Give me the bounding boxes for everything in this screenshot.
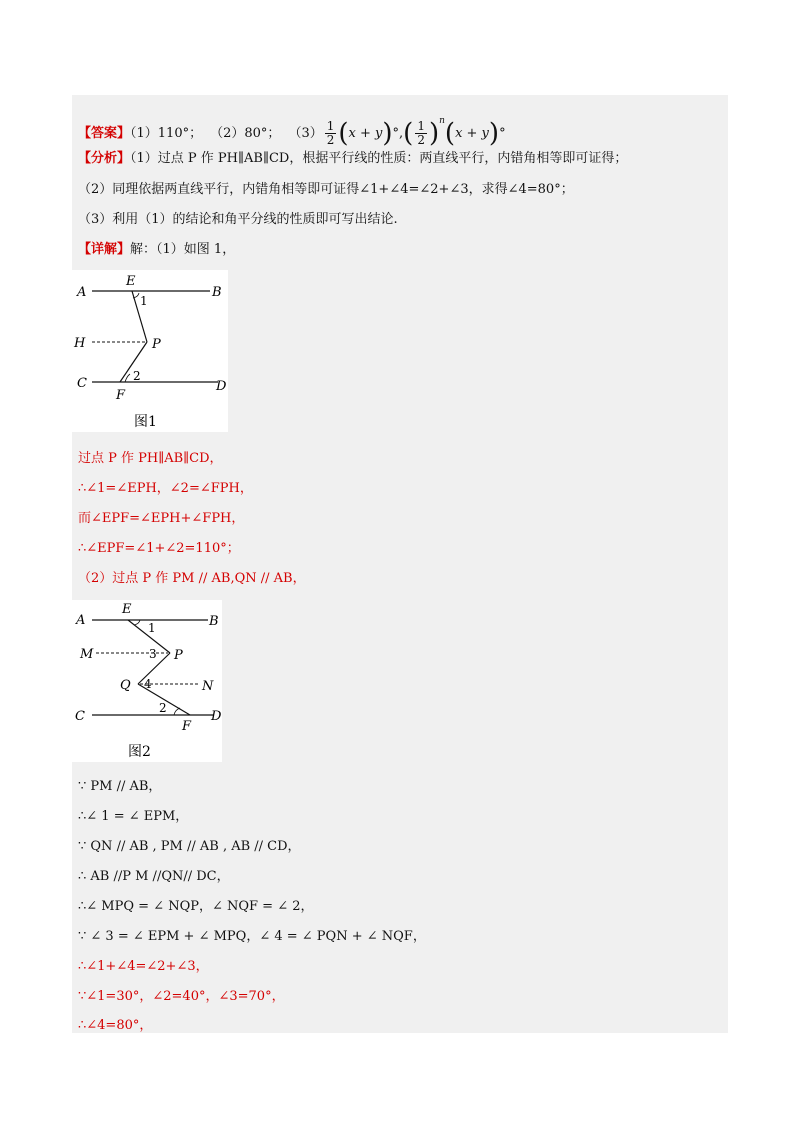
step-2-3: ∵ QN // AB , PM // AB , AB // CD，	[78, 839, 301, 854]
step-1-3: 而∠EPF=∠EPH+∠FPH，	[78, 511, 245, 526]
label-f: F	[182, 719, 192, 734]
content-panel	[72, 95, 728, 1033]
figure-1-caption: 图1	[134, 414, 157, 430]
step-2-9: ∴∠4=80°，	[78, 1018, 153, 1033]
label-b: B	[209, 614, 219, 629]
exponent-n: n	[439, 116, 445, 126]
label-c: C	[75, 709, 85, 724]
label-e: E	[122, 602, 132, 617]
answer-tag: 【答案】	[78, 126, 131, 141]
analysis-text-1: （1）过点 P 作 PH∥AB∥CD，根据平行线的性质：两直线平行，内错角相等即可证得；	[130, 151, 628, 166]
detail-intro: 解：（1）如图 1，	[130, 242, 236, 257]
label-b: B	[212, 285, 222, 300]
label-f: F	[116, 388, 126, 403]
analysis-line-2: （2）同理依据两直线平行，内错角相等即可证得∠1+∠4=∠2+∠3，求得∠4=80°；	[78, 182, 574, 197]
step-2-5: ∴∠ MPQ = ∠ NQP，∠ NQF = ∠ 2，	[78, 899, 314, 914]
answer-part2: （2）80°；	[210, 126, 281, 141]
angle-label-2: 2	[133, 369, 141, 383]
answer-part1: （1）110°；	[130, 126, 203, 141]
figure-2-caption: 图2	[128, 744, 151, 760]
label-m: M	[80, 647, 94, 662]
detail-line	[78, 241, 235, 259]
label-p: P	[174, 648, 183, 663]
answer-expr-2: x + y	[455, 126, 489, 141]
answer-line: 【答案】（1）110°； （2）80°； （3） $\frac{1}{2}$ (x + y)°,( $\frac{1}{2}$ )$^n$(x + y)°	[78, 116, 506, 149]
angle-label-3: 3	[149, 647, 157, 661]
step-1-4: ∴∠EPF=∠1+∠2=110°；	[78, 541, 240, 556]
fraction-half-power: $\frac{1}{2}$	[417, 119, 425, 147]
label-q: Q	[120, 678, 131, 693]
answer-part3: （3）	[288, 126, 323, 141]
step-2-4: ∴ AB //P M //QN// DC，	[78, 869, 230, 884]
comma: ,	[399, 126, 404, 141]
label-a: A	[77, 285, 87, 300]
label-h: H	[74, 336, 86, 351]
figure-2	[72, 600, 222, 762]
label-n: N	[202, 679, 214, 694]
degree-sign: °	[392, 126, 400, 141]
analysis-line-3: （3）利用（1）的结论和角平分线的性质即可写出结论.	[78, 212, 398, 227]
fraction-half: $\frac{1}{2}$	[326, 119, 335, 147]
label-d: D	[216, 379, 227, 394]
label-c: C	[77, 376, 87, 391]
step-2-1: ∵ PM // AB，	[78, 779, 162, 794]
angle-label-4: 4	[144, 677, 152, 691]
label-e: E	[126, 274, 136, 289]
step-2-2: ∴∠ 1 = ∠ EPM，	[78, 809, 189, 824]
part-2-intro: （2）过点 P 作 PM // AB,QN // AB，	[78, 571, 306, 586]
angle-label-2: 2	[159, 701, 167, 715]
step-1-1: 过点 P 作 PH∥AB∥CD，	[78, 451, 223, 466]
angle-label-1: 1	[140, 294, 148, 308]
figure-1	[72, 270, 228, 432]
degree-sign-2: °	[499, 126, 506, 141]
label-a: A	[76, 613, 86, 628]
answer-expr-1: x + y	[348, 126, 383, 141]
label-d: D	[211, 709, 222, 724]
analysis-line-1	[78, 150, 627, 168]
step-2-8: ∵∠1=30°，∠2=40°，∠3=70°，	[78, 989, 285, 1004]
label-p: P	[152, 337, 161, 352]
step-2-6: ∵ ∠ 3 = ∠ EPM + ∠ MPQ，∠ 4 = ∠ PQN + ∠ NQF，	[78, 929, 426, 944]
analysis-tag: 【分析】	[78, 151, 131, 166]
detail-tag: 【详解】	[78, 242, 131, 257]
step-2-7: ∴∠1+∠4=∠2+∠3，	[78, 959, 209, 974]
angle-label-1: 1	[148, 621, 156, 635]
step-1-2: ∴∠1=∠EPH，∠2=∠FPH，	[78, 481, 253, 496]
